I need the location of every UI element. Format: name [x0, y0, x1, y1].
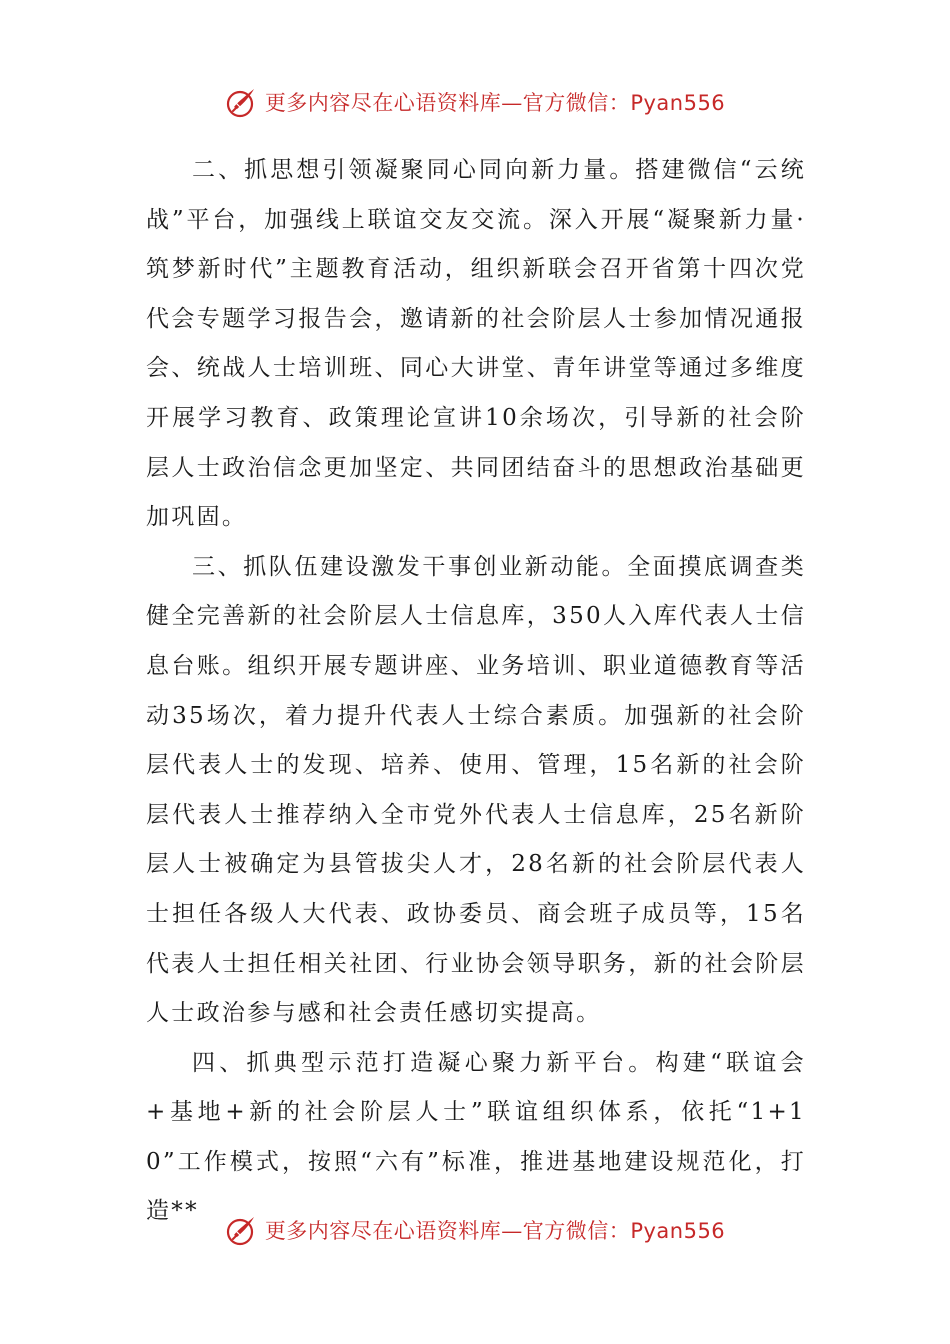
header-brand-text: 更多内容尽在心语资料库—官方微信：Pyan556 — [264, 91, 726, 115]
header-watermark — [0, 82, 950, 122]
quill-pen-seal-icon — [225, 1213, 259, 1247]
quill-pen-seal-icon — [225, 85, 259, 119]
header-wechat-id: Pyan556 — [630, 91, 726, 115]
document-body — [146, 146, 806, 1237]
footer-wechat-id: Pyan556 — [630, 1219, 726, 1243]
paragraph-2: 二、抓思想引领凝聚同心同向新力量。搭建微信“云统战”平台，加强线上联谊交友交流。深入开展“凝聚新力量·筑梦新时代”主题教育活动，组织新联会召开省第十四次党代会专题学习报告会，邀请新的社会阶层人士参加情况通报会、统战人士培训班、同心大讲堂、青年讲堂等通过多维度开展学习教育、政策理论宣讲10余场次，引导新的社会阶层人士政治信念更加坚定、共同团结奋斗的思想政治基础更加巩固。 — [146, 157, 806, 531]
footer-brand-text: 更多内容尽在心语资料库—官方微信：Pyan556 — [264, 1219, 726, 1243]
footer-watermark — [0, 1210, 950, 1250]
paragraph-4: 四、抓典型示范打造凝心聚力新平台。构建“联谊会+基地+新的社会阶层人士”联谊组织体系，依托“1+10”工作模式，按照“六有”标准，推进基地建设规范化，打造** — [146, 1049, 806, 1225]
paragraph-3: 三、抓队伍建设激发干事创业新动能。全面摸底调查类健全完善新的社会阶层人士信息库，350人入库代表人士信息台账。组织开展专题讲座、业务培训、职业道德教育等活动35场次，着力提升代表人士综合素质。加强新的社会阶层代表人士的发现、培养、使用、管理，15名新的社会阶层代表人士推荐纳入全市党外代表人士信息库，25名新阶层人士被确定为县管拔尖人才，28名新的社会阶层代表人士担任各级人大代表、政协委员、商会班子成员等，15名代表人士担任相关社团、行业协会领导职务，新的社会阶层人士政治参与感和社会责任感切实提高。 — [146, 553, 806, 1027]
